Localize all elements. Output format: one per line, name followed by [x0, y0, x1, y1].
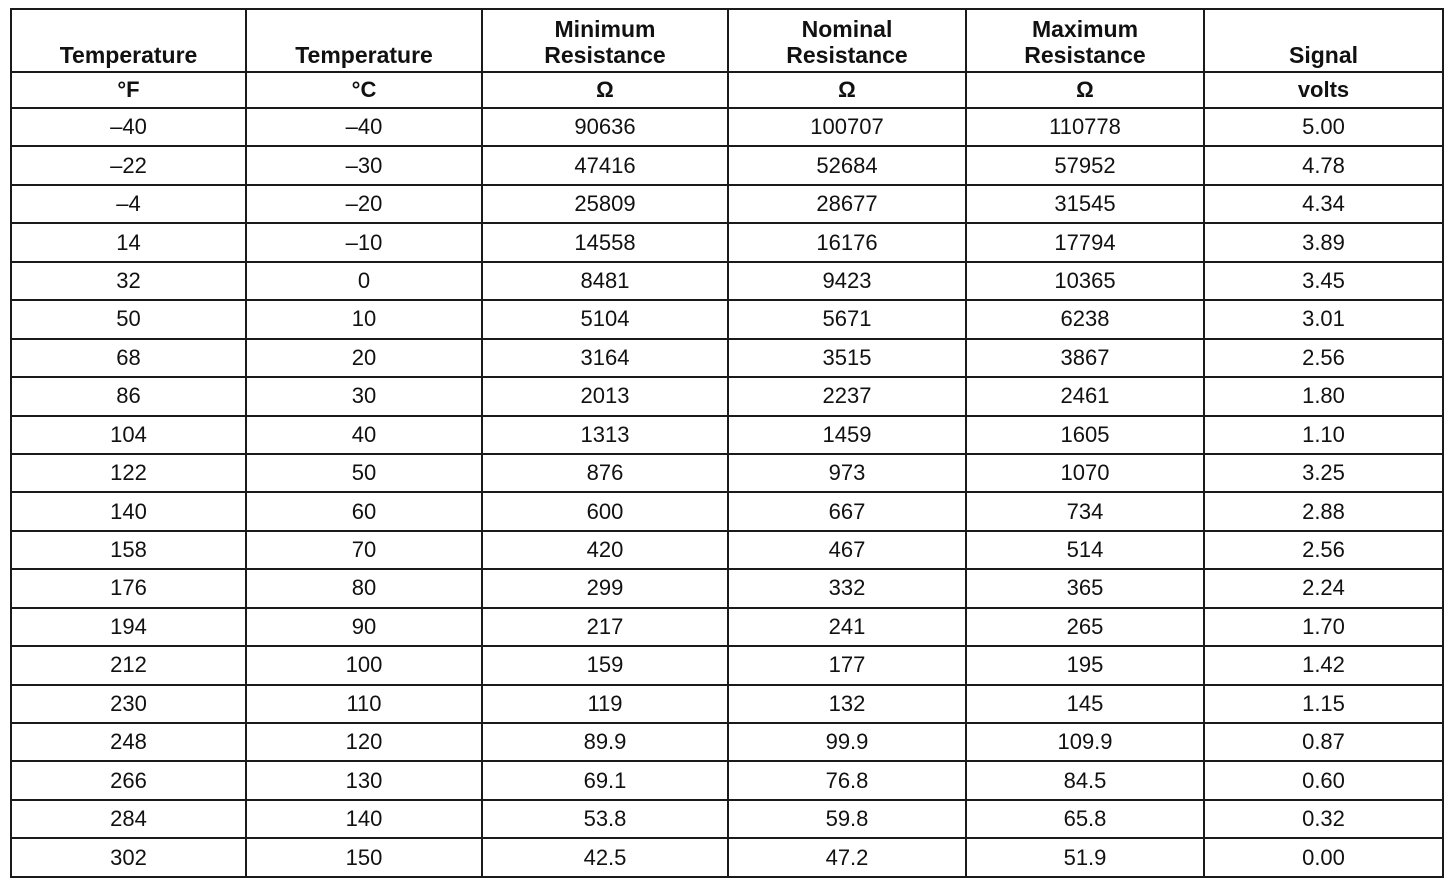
cell-signal: 3.01: [1204, 300, 1443, 338]
cell-nominal-resistance: 667: [728, 492, 966, 530]
unit-row: [11, 72, 1443, 108]
cell-max-resistance: 51.9: [966, 838, 1204, 877]
cell-temp-f: 212: [11, 646, 246, 684]
cell-temp-f: 32: [11, 262, 246, 300]
cell-temp-c: 120: [246, 723, 482, 761]
cell-nominal-resistance: 5671: [728, 300, 966, 338]
cell-temp-c: 110: [246, 685, 482, 723]
cell-max-resistance: 1070: [966, 454, 1204, 492]
table-row: [11, 569, 1443, 607]
cell-min-resistance: 8481: [482, 262, 728, 300]
cell-min-resistance: 53.8: [482, 800, 728, 838]
header-line: Resistance: [786, 42, 908, 68]
cell-temp-c: –30: [246, 146, 482, 184]
cell-temp-f: 266: [11, 761, 246, 799]
cell-temp-c: 0: [246, 262, 482, 300]
cell-temp-c: –20: [246, 185, 482, 223]
table-row: [11, 531, 1443, 569]
table-row: [11, 146, 1443, 184]
table-body: [11, 108, 1443, 877]
header-line: Signal: [1288, 42, 1358, 68]
cell-min-resistance: 14558: [482, 223, 728, 261]
header-line: Resistance: [1024, 42, 1146, 68]
unit-ohm-max: Ω: [966, 72, 1204, 108]
cell-signal: 3.25: [1204, 454, 1443, 492]
table-row: [11, 492, 1443, 530]
cell-temp-f: 14: [11, 223, 246, 261]
cell-temp-c: 70: [246, 531, 482, 569]
cell-min-resistance: 2013: [482, 377, 728, 415]
table-row: [11, 262, 1443, 300]
unit-celsius: °C: [246, 72, 482, 108]
cell-nominal-resistance: 241: [728, 608, 966, 646]
cell-nominal-resistance: 47.2: [728, 838, 966, 877]
cell-temp-f: 248: [11, 723, 246, 761]
cell-temp-f: –40: [11, 108, 246, 146]
cell-temp-c: –10: [246, 223, 482, 261]
cell-min-resistance: 42.5: [482, 838, 728, 877]
header-line: Temperature: [59, 42, 198, 68]
cell-signal: 3.45: [1204, 262, 1443, 300]
table-row: [11, 723, 1443, 761]
table-row: [11, 800, 1443, 838]
table-row: [11, 339, 1443, 377]
cell-nominal-resistance: 2237: [728, 377, 966, 415]
cell-signal: 3.89: [1204, 223, 1443, 261]
cell-max-resistance: 109.9: [966, 723, 1204, 761]
cell-temp-c: 140: [246, 800, 482, 838]
cell-max-resistance: 110778: [966, 108, 1204, 146]
cell-temp-f: 158: [11, 531, 246, 569]
column-header-row: [11, 9, 1443, 72]
cell-signal: 2.56: [1204, 339, 1443, 377]
cell-temp-c: 90: [246, 608, 482, 646]
unit-ohm-nominal: Ω: [728, 72, 966, 108]
cell-temp-c: 80: [246, 569, 482, 607]
cell-signal: 0.87: [1204, 723, 1443, 761]
cell-temp-c: 60: [246, 492, 482, 530]
cell-max-resistance: 3867: [966, 339, 1204, 377]
cell-signal: 1.80: [1204, 377, 1443, 415]
cell-nominal-resistance: 99.9: [728, 723, 966, 761]
cell-temp-f: 50: [11, 300, 246, 338]
cell-temp-f: 176: [11, 569, 246, 607]
cell-nominal-resistance: 332: [728, 569, 966, 607]
cell-max-resistance: 265: [966, 608, 1204, 646]
cell-nominal-resistance: 973: [728, 454, 966, 492]
cell-temp-f: 284: [11, 800, 246, 838]
temperature-resistance-table: [10, 8, 1444, 878]
header-line: Temperature: [295, 42, 433, 68]
header-maximum-resistance: [966, 9, 1204, 72]
cell-temp-f: –22: [11, 146, 246, 184]
unit-ohm-min: Ω: [482, 72, 728, 108]
cell-signal: 0.60: [1204, 761, 1443, 799]
cell-min-resistance: 600: [482, 492, 728, 530]
cell-temp-c: –40: [246, 108, 482, 146]
cell-temp-f: 194: [11, 608, 246, 646]
cell-signal: 2.56: [1204, 531, 1443, 569]
cell-max-resistance: 57952: [966, 146, 1204, 184]
cell-nominal-resistance: 132: [728, 685, 966, 723]
cell-max-resistance: 195: [966, 646, 1204, 684]
cell-min-resistance: 25809: [482, 185, 728, 223]
cell-temp-f: 140: [11, 492, 246, 530]
header-line: Nominal: [801, 16, 893, 42]
cell-temp-c: 30: [246, 377, 482, 415]
header-nominal-resistance: [728, 9, 966, 72]
cell-temp-f: 68: [11, 339, 246, 377]
table-header: [11, 9, 1443, 108]
cell-nominal-resistance: 1459: [728, 416, 966, 454]
cell-max-resistance: 734: [966, 492, 1204, 530]
unit-fahrenheit: °F: [11, 72, 246, 108]
cell-temp-f: 230: [11, 685, 246, 723]
cell-min-resistance: 1313: [482, 416, 728, 454]
cell-signal: 1.70: [1204, 608, 1443, 646]
cell-min-resistance: 299: [482, 569, 728, 607]
header-line: Resistance: [544, 42, 666, 68]
cell-temp-f: 122: [11, 454, 246, 492]
table-row: [11, 454, 1443, 492]
cell-nominal-resistance: 3515: [728, 339, 966, 377]
cell-temp-c: 150: [246, 838, 482, 877]
table-row: [11, 185, 1443, 223]
cell-max-resistance: 84.5: [966, 761, 1204, 799]
cell-max-resistance: 365: [966, 569, 1204, 607]
header-minimum-resistance: [482, 9, 728, 72]
cell-min-resistance: 89.9: [482, 723, 728, 761]
cell-nominal-resistance: 9423: [728, 262, 966, 300]
table-row: [11, 108, 1443, 146]
cell-temp-f: 302: [11, 838, 246, 877]
cell-max-resistance: 1605: [966, 416, 1204, 454]
cell-max-resistance: 2461: [966, 377, 1204, 415]
cell-temp-f: –4: [11, 185, 246, 223]
table-row: [11, 838, 1443, 877]
cell-max-resistance: 65.8: [966, 800, 1204, 838]
table-row: [11, 646, 1443, 684]
cell-temp-c: 50: [246, 454, 482, 492]
cell-nominal-resistance: 52684: [728, 146, 966, 184]
cell-temp-f: 86: [11, 377, 246, 415]
cell-min-resistance: 90636: [482, 108, 728, 146]
table-row: [11, 685, 1443, 723]
table-row: [11, 223, 1443, 261]
cell-min-resistance: 47416: [482, 146, 728, 184]
cell-signal: 1.42: [1204, 646, 1443, 684]
cell-temp-c: 100: [246, 646, 482, 684]
cell-signal: 0.32: [1204, 800, 1443, 838]
cell-min-resistance: 69.1: [482, 761, 728, 799]
table-row: [11, 300, 1443, 338]
cell-min-resistance: 119: [482, 685, 728, 723]
table-row: [11, 377, 1443, 415]
header-line: Minimum: [554, 16, 656, 42]
cell-max-resistance: 31545: [966, 185, 1204, 223]
cell-temp-c: 10: [246, 300, 482, 338]
header-temperature-c: [246, 9, 482, 72]
cell-signal: 5.00: [1204, 108, 1443, 146]
cell-nominal-resistance: 28677: [728, 185, 966, 223]
cell-signal: 2.24: [1204, 569, 1443, 607]
cell-signal: 1.10: [1204, 416, 1443, 454]
cell-signal: 1.15: [1204, 685, 1443, 723]
cell-max-resistance: 6238: [966, 300, 1204, 338]
cell-nominal-resistance: 76.8: [728, 761, 966, 799]
unit-volts: volts: [1204, 72, 1443, 108]
cell-temp-f: 104: [11, 416, 246, 454]
header-temperature-f: [11, 9, 246, 72]
cell-signal: 0.00: [1204, 838, 1443, 877]
cell-min-resistance: 876: [482, 454, 728, 492]
cell-nominal-resistance: 16176: [728, 223, 966, 261]
cell-max-resistance: 145: [966, 685, 1204, 723]
cell-max-resistance: 10365: [966, 262, 1204, 300]
cell-temp-c: 20: [246, 339, 482, 377]
cell-nominal-resistance: 467: [728, 531, 966, 569]
header-line: Maximum: [1031, 16, 1139, 42]
cell-nominal-resistance: 100707: [728, 108, 966, 146]
cell-max-resistance: 514: [966, 531, 1204, 569]
cell-signal: 4.34: [1204, 185, 1443, 223]
cell-signal: 2.88: [1204, 492, 1443, 530]
cell-nominal-resistance: 59.8: [728, 800, 966, 838]
cell-min-resistance: 420: [482, 531, 728, 569]
cell-min-resistance: 159: [482, 646, 728, 684]
cell-min-resistance: 5104: [482, 300, 728, 338]
table-row: [11, 416, 1443, 454]
cell-max-resistance: 17794: [966, 223, 1204, 261]
cell-min-resistance: 217: [482, 608, 728, 646]
table-row: [11, 761, 1443, 799]
table-row: [11, 608, 1443, 646]
header-signal: [1204, 9, 1443, 72]
cell-temp-c: 130: [246, 761, 482, 799]
cell-signal: 4.78: [1204, 146, 1443, 184]
document-sheet: [10, 8, 1442, 878]
cell-nominal-resistance: 177: [728, 646, 966, 684]
cell-temp-c: 40: [246, 416, 482, 454]
cell-min-resistance: 3164: [482, 339, 728, 377]
